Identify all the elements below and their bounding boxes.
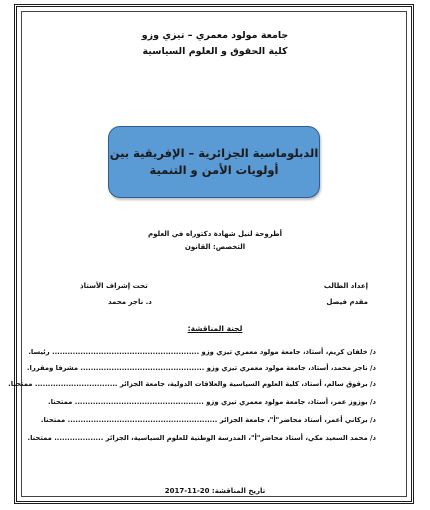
supervisor-name: د. ناجر محمد <box>108 298 152 306</box>
thesis-info <box>0 228 430 254</box>
jury-member: د/ محمد السعيد مكي، أستاذ محاضر"أ"، المدرسة الوطنية للعلوم السياسية، الجزائر ................... ممتحنا. <box>27 434 376 442</box>
jury-member: د/ خلفان كريم، أستاذ، جامعة مولود معمري تيزي وزو ......................................................... رئيسا. <box>28 348 376 356</box>
header <box>0 28 430 60</box>
jury-member: د/ برقوق سالم، أستاذ، كلية العلوم السياسية والعلاقات الدولية، جامعة الجزائر ................................ ممتحنا. <box>8 380 376 388</box>
faculty-name: كلية الحقوق و العلوم السياسية <box>142 46 288 57</box>
supervisor-label: تحت إشراف الأستاذ <box>80 282 148 290</box>
jury-member: د/ ناجر محمد، أستاذ، جامعة مولود معمري تيزي وزو ................................................ مشرفا ومقررا. <box>26 364 376 372</box>
student-label: إعداد الطالب <box>323 282 368 290</box>
thesis-title-line2: أولويات الأمن و التنمية <box>149 163 279 177</box>
defense-date: تاريخ المناقشة: 20-11-2017 <box>164 487 266 495</box>
page-border-inner <box>8 11 407 497</box>
jury-title: لجنة المناقشة: <box>187 324 243 333</box>
student-name: مقدم فيصل <box>326 298 368 306</box>
thesis-title-line1: الدبلوماسية الجزائرية – الإفريقية بين <box>109 146 319 160</box>
university-name: جامعة مولود معمري – تيزي وزو <box>141 30 289 41</box>
jury-member: د/ بركاني أعمر، أستاذ محاضر"أ"، جامعة الجزائر .......................................................... ممتحنا. <box>40 416 376 424</box>
degree-text: أطروحة لنيل شهادة دكتوراه في العلوم <box>147 230 283 238</box>
specialty-text: التخصص: القانون <box>184 243 246 251</box>
page-border <box>8 4 414 504</box>
thesis-title-box <box>108 126 320 198</box>
jury-member: د/ بوزوز عمر، أستاذ، جامعة مولود معمري تيزي وزو .................................................. ممتحنا. <box>48 398 376 406</box>
